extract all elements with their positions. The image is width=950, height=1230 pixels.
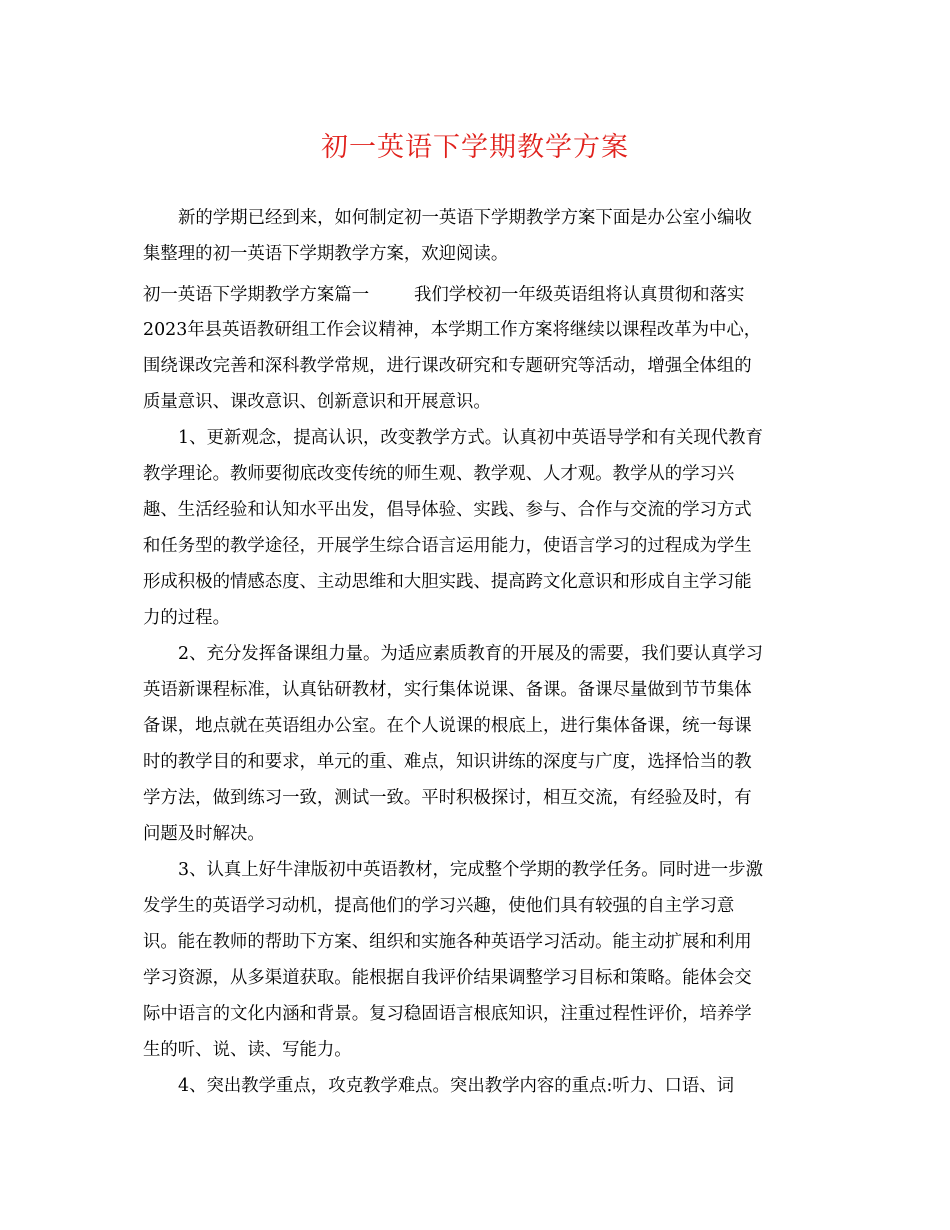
text-line: 问题及时解决。 — [143, 824, 265, 844]
text-line: 教学理论。教师要彻底改变传统的师生观、教学观、人才观。教学从的学习兴 — [143, 464, 735, 484]
text-line: 新的学期已经到来，如何制定初一英语下学期教学方案下面是办公室小编收 — [178, 208, 752, 228]
text-line: 集整理的初一英语下学期教学方案，欢迎阅读。 — [143, 244, 509, 264]
text-line: 2、充分发挥备课组力量。为适应素质教育的开展及的需要，我们要认真学习 — [178, 644, 763, 664]
text-line: 际中语言的文化内涵和背景。复习稳固语言根底知识，注重过程性评价，培养学 — [143, 1004, 752, 1024]
text-line: 发学生的英语学习动机，提高他们的学习兴趣，使他们具有较强的自主学习意 — [143, 896, 735, 916]
text-line: 识。能在教师的帮助下方案、组织和实施各种英语学习活动。能主动扩展和利用 — [143, 932, 752, 952]
document-title: 初一英语下学期教学方案 — [321, 132, 629, 163]
text-line: 趣、生活经验和认知水平出发，倡导体验、实践、参与、合作与交流的学习方式 — [143, 500, 752, 520]
text-line: 形成积极的情感态度、主动思维和大胆实践、提高跨文化意识和形成自主学习能 — [143, 572, 752, 592]
text-line: 备课，地点就在英语组办公室。在个人说课的根底上，进行集体备课，统一每课 — [143, 716, 752, 736]
text-line: 1、更新观念，提高认识，改变教学方式。认真初中英语导学和有关现代教育 — [178, 428, 763, 448]
text-line: 我们学校初一年级英语组将认真贯彻和落实 — [414, 285, 745, 305]
text-line: 时的教学目的和要求，单元的重、难点，知识讲练的深度与广度，选择恰当的教 — [143, 752, 752, 772]
text-line: 学方法，做到练习一致，测试一致。平时积极探讨，相互交流，有经验及时，有 — [143, 788, 752, 808]
text-line: 和任务型的教学途径，开展学生综合语言运用能力，使语言学习的过程成为学生 — [143, 536, 752, 556]
text-line: 围绕课改完善和深科教学常规，进行课改研究和专题研究等活动，增强全体组的 — [143, 356, 752, 376]
text-line: 力的过程。 — [143, 608, 230, 628]
text-line: 学习资源，从多渠道获取。能根据自我评价结果调整学习目标和策略。能体会交 — [143, 968, 752, 988]
text-line: 2023年县英语教研组工作会议精神，本学期工作方案将继续以课程改革为中心， — [143, 320, 762, 340]
section-heading: 初一英语下学期教学方案篇一 — [143, 285, 370, 305]
text-line: 4、突出教学重点，攻克教学难点。突出教学内容的重点:听力、口语、词 — [178, 1076, 735, 1096]
text-line: 质量意识、课改意识、创新意识和开展意识。 — [143, 392, 491, 412]
text-line: 生的听、说、读、写能力。 — [143, 1040, 352, 1060]
text-line: 英语新课程标准，认真钻研教材，实行集体说课、备课。备课尽量做到节节集体 — [143, 680, 752, 700]
text-line: 3、认真上好牛津版初中英语教材，完成整个学期的教学任务。同时进一步激 — [178, 860, 763, 880]
